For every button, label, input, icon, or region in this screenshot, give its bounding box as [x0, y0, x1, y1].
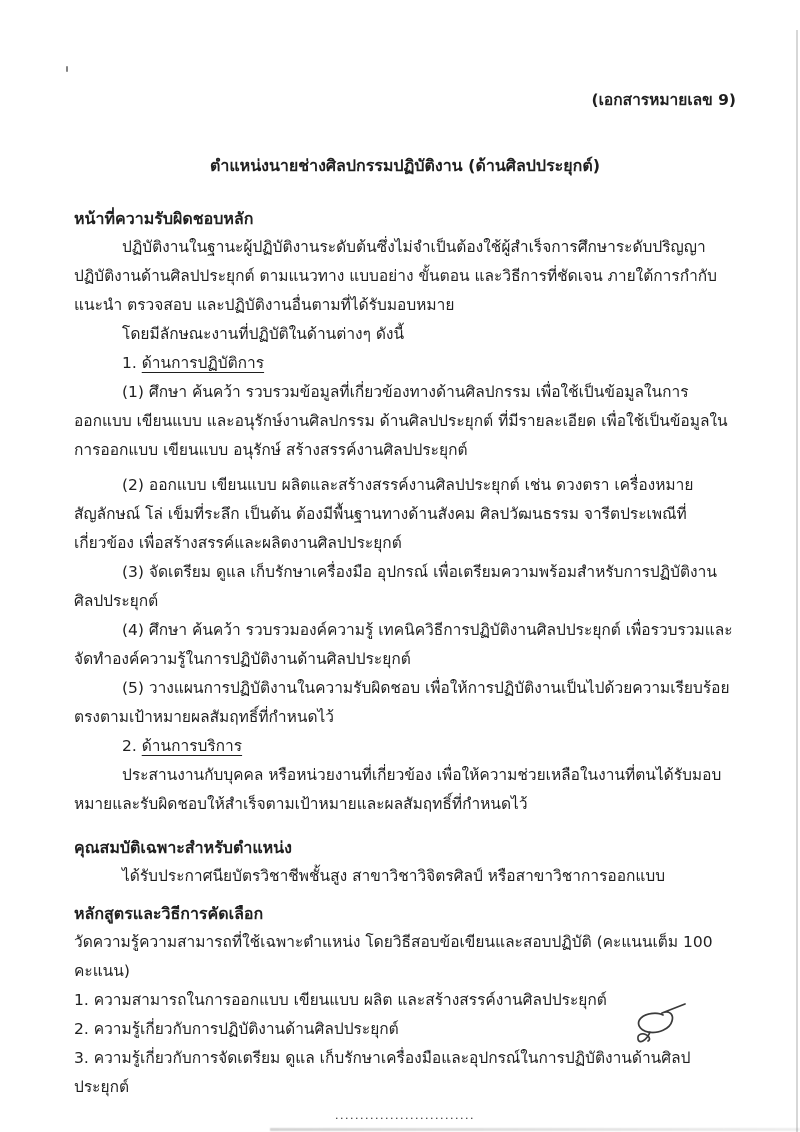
operations-item-5: (5) วางแผนการปฏิบัติงานในความรับผิดชอบ เพื่อให้การปฏิบัติงานเป็นไปด้วยความเรียบร้อย ตรงตามเป้าหมายผลสัมฤทธิ์ที่กำหนดไว้ [74, 679, 730, 726]
subsection-operations-heading [74, 349, 736, 378]
selection-item-1: 1. ความสามารถในการออกแบบ เขียนแบบ ผลิต และสร้างสรรค์งานศิลปประยุกต์ [74, 991, 607, 1009]
scan-edge-right [796, 30, 798, 1132]
subsection-service-number: 2. [122, 737, 137, 755]
selection-intro: วัดความรู้ความสามารถที่ใช้เฉพาะตำแหน่ง โดยวิธีสอบข้อเขียนและสอบปฏิบัติ (คะแนนเต็ม 100 คะแนน) [74, 933, 713, 980]
duties-section-heading: หน้าที่ความรับผิดชอบหลัก [74, 209, 254, 228]
signature-mark [622, 998, 688, 1056]
service-paragraph: ประสานงานกับบุคคล หรือหน่วยงานที่เกี่ยวข้อง เพื่อให้ความช่วยเหลือในงานที่ตนได้รับมอบหมายและรับผิดชอบให้สำเร็จตามเป้าหมายและผลสัมฤทธิ์ที่กำหนดไว้ [74, 766, 722, 813]
subsection-operations-number: 1. [122, 354, 137, 372]
qualifications-text: ได้รับประกาศนียบัตรวิชาชีพชั้นสูง สาขาวิชาวิจิตรศิลป์ หรือสาขาวิชาการออกแบบ [122, 867, 666, 885]
duties-lead-line: โดยมีลักษณะงานที่ปฏิบัติในด้านต่างๆ ดังนี้ [122, 325, 405, 343]
duties-intro-paragraph: ปฏิบัติงานในฐานะผู้ปฏิบัติงานระดับต้นซึ่งไม่จำเป็นต้องใช้ผู้สำเร็จการศึกษาระดับปริญญา ปฏิบัติงานด้านศิลปประยุกต์ ตามแนวทาง แบบอย่าง ขั้นตอน และวิธีการที่ชัดเจน ภายใต้การกำกับ แนะนำ ตรวจสอบ และปฏิบัติงานอื่นตามที่ได้รับมอบหมาย [74, 238, 718, 314]
qualifications-section-heading: คุณสมบัติเฉพาะสำหรับตำแหน่ง [74, 838, 292, 857]
footer-dotted-line: ............................ [335, 1109, 475, 1122]
scan-speck [66, 66, 68, 72]
operations-item-3: (3) จัดเตรียม ดูแล เก็บรักษาเครื่องมือ อุปกรณ์ เพื่อเตรียมความพร้อมสำหรับการปฏิบัติงานศิลปประยุกต์ [74, 563, 717, 610]
page-title: ตำแหน่งนายช่างศิลปกรรมปฏิบัติงาน (ด้านศิลปประยุกต์) [209, 156, 601, 175]
subsection-operations-label: ด้านการปฏิบัติการ [141, 354, 265, 372]
operations-item-1: (1) ศึกษา ค้นคว้า รวบรวมข้อมูลที่เกี่ยวข้องทางด้านศิลปกรรม เพื่อใช้เป็นข้อมูลในการออกแบบ เขียนแบบ และอนุรักษ์งานศิลปกรรม ด้านศิลปประยุกต์ ที่มีรายละเอียด เพื่อใช้เป็นข้อมูลในการออกแบบ เขียนแบบ อนุรักษ์ สร้างสรรค์งานศิลปประยุกต์ [74, 383, 728, 459]
subsection-service-heading [74, 732, 736, 761]
scan-edge-bottom [270, 1128, 800, 1131]
selection-item-2: 2. ความรู้เกี่ยวกับการปฏิบัติงานด้านศิลปประยุกต์ [74, 1020, 399, 1038]
selection-section-heading: หลักสูตรและวิธีการคัดเลือก [74, 904, 264, 923]
operations-item-4: (4) ศึกษา ค้นคว้า รวบรวมองค์ความรู้ เทคนิควิธีการปฏิบัติงานศิลปประยุกต์ เพื่อรวบรวมและจัดทำองค์ความรู้ในการปฏิบัติงานด้านศิลปประยุกต์ [74, 621, 733, 668]
selection-item-3: 3. ความรู้เกี่ยวกับการจัดเตรียม ดูแล เก็บรักษาเครื่องมือและอุปกรณ์ในการปฏิบัติงานด้านศิลปประยุกต์ [74, 1049, 691, 1096]
operations-item-2: (2) ออกแบบ เขียนแบบ ผลิตและสร้างสรรค์งานศิลปประยุกต์ เช่น ดวงตรา เครื่องหมาย สัญลักษณ์ โล่ เข็มที่ระลึก เป็นต้น ต้องมีพื้นฐานทางด้านสังคม ศิลปวัฒนธรรม จารีตประเพณีที่เกี่ยวข้อง เพื่อสร้างสรรค์และผลิตงานศิลปประยุกต์ [74, 476, 694, 552]
document-number-label: (เอกสารหมายเลข 9) [591, 91, 736, 109]
subsection-service-label: ด้านการบริการ [141, 737, 243, 755]
